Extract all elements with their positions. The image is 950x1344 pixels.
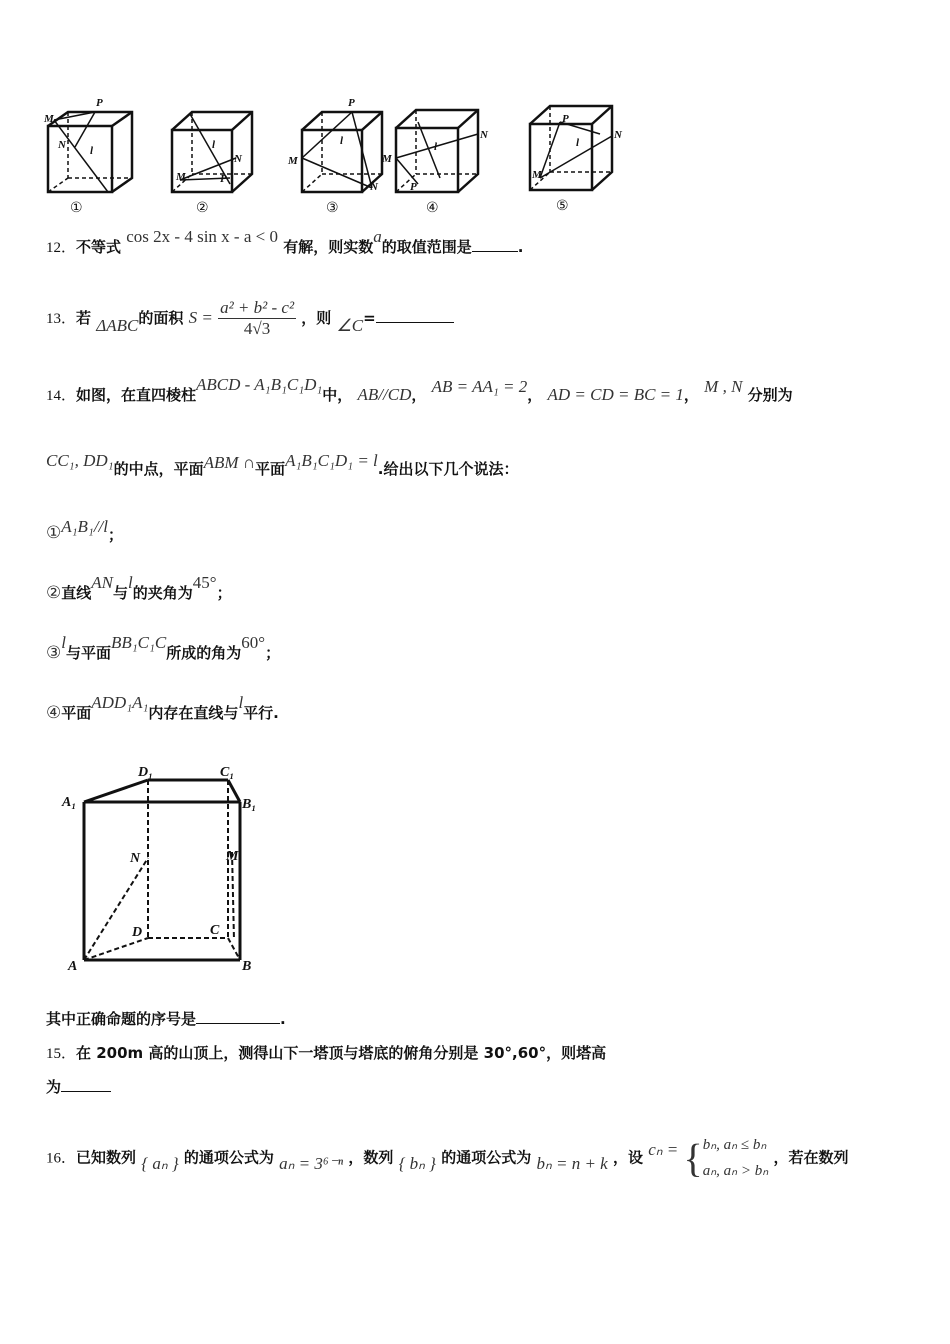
question-15: 15．在 200m 高的山顶上，测得山下一塔顶与塔底的俯角分别是 30°,60°，则塔高 bbox=[46, 1044, 607, 1062]
svg-text:N: N bbox=[480, 129, 488, 141]
question-12: 12．不等式 cos 2x - 4 sin x - a < 0 有解，则实数a的取值范围是 . bbox=[46, 227, 524, 256]
svg-text:l: l bbox=[434, 141, 438, 153]
label-D1: D₁ bbox=[138, 765, 153, 780]
cases-brace: { bbox=[683, 1135, 703, 1181]
answer-blank[interactable] bbox=[61, 1079, 111, 1092]
svg-text:N: N bbox=[234, 153, 242, 165]
q12-expression: cos 2x - 4 sin x - a < 0 bbox=[126, 227, 278, 246]
question-13: 13．若 ΔABC的面积 S = $\frac{\text{a² + b² - c²}}{4√3}$ ，则 ∠C= bbox=[46, 298, 454, 339]
label-B1: B₁ bbox=[242, 797, 257, 812]
question-14: 14．如图，在直四棱柱ABCD - A₁B₁C₁D₁中， AB//CD， AB = AA₁ = 2， AD = CD = BC = 1， M , N 分别为 bbox=[46, 375, 793, 404]
svg-text:M: M bbox=[176, 171, 186, 183]
cube-figure-3 bbox=[302, 112, 382, 192]
prism-figure bbox=[60, 760, 270, 975]
figure-label-1: ① bbox=[70, 200, 83, 216]
answer-blank[interactable] bbox=[376, 310, 454, 323]
piecewise-cases: bₙ, aₙ ≤ bₙ aₙ, aₙ > bₙ bbox=[702, 1137, 769, 1179]
svg-text:P: P bbox=[410, 181, 417, 193]
svg-text:M: M bbox=[288, 155, 298, 167]
question-14-line-2: CC₁, DD₁的中点，平面ABM ∩平面A₁B₁C₁D₁ = l.给出以下几个说法： bbox=[46, 451, 519, 478]
question-15-line-2: 为 bbox=[46, 1076, 111, 1097]
svg-text:N: N bbox=[58, 139, 66, 151]
figure-label-3: ③ bbox=[326, 200, 339, 216]
answer-blank[interactable] bbox=[472, 239, 518, 252]
cube-figures bbox=[40, 92, 640, 222]
question-16: 16．已知数列 { aₙ } 的通项公式为 aₙ = 3⁶⁻ⁿ ，数列 { bₙ } 的通项公式为 bₙ = n + k ，设 cₙ = { bₙ, aₙ ≤ bₙ aₙ, aₙ > bₙ ，若在数列 bbox=[46, 1132, 849, 1184]
svg-text:N: N bbox=[614, 129, 622, 141]
answer-blank[interactable] bbox=[196, 1011, 280, 1024]
svg-text:M: M bbox=[44, 113, 54, 125]
figure-label-2: ② bbox=[196, 200, 209, 216]
label-C1: C₁ bbox=[220, 765, 235, 780]
area-fraction: $\frac{\text{a² + b² - c²}}{4√3}$ bbox=[220, 298, 295, 338]
label-A1: A₁ bbox=[62, 795, 77, 810]
svg-text:P: P bbox=[96, 97, 103, 109]
question-14-answer: 其中正确命题的序号是 . bbox=[46, 1010, 286, 1028]
cube-figure-5 bbox=[530, 106, 612, 190]
svg-text:l: l bbox=[340, 135, 344, 147]
label-A: A bbox=[68, 959, 78, 974]
statement-3: ③l与平面BB₁C₁C所成的角为60°； bbox=[46, 633, 281, 662]
svg-text:P: P bbox=[220, 173, 227, 185]
label-M: M bbox=[226, 849, 239, 864]
statement-2: ②直线AN与l的夹角为45°； bbox=[46, 573, 232, 602]
label-N: N bbox=[130, 851, 141, 866]
svg-text:P: P bbox=[562, 113, 569, 125]
svg-text:P: P bbox=[348, 97, 355, 109]
label-D: D bbox=[132, 925, 143, 940]
svg-text:N: N bbox=[370, 181, 378, 193]
figure-label-4: ④ bbox=[426, 200, 439, 216]
label-B: B bbox=[242, 959, 252, 974]
statement-4: ④平面ADD₁A₁内存在直线与l平行. bbox=[46, 693, 279, 722]
svg-text:l: l bbox=[212, 139, 216, 151]
svg-text:l: l bbox=[90, 145, 94, 157]
label-C: C bbox=[210, 923, 220, 938]
statement-1: ①A₁B₁//l； bbox=[46, 517, 124, 544]
svg-text:l: l bbox=[576, 137, 580, 149]
svg-text:M: M bbox=[382, 153, 392, 165]
svg-text:M: M bbox=[532, 169, 542, 181]
figure-label-5: ⑤ bbox=[556, 198, 569, 214]
